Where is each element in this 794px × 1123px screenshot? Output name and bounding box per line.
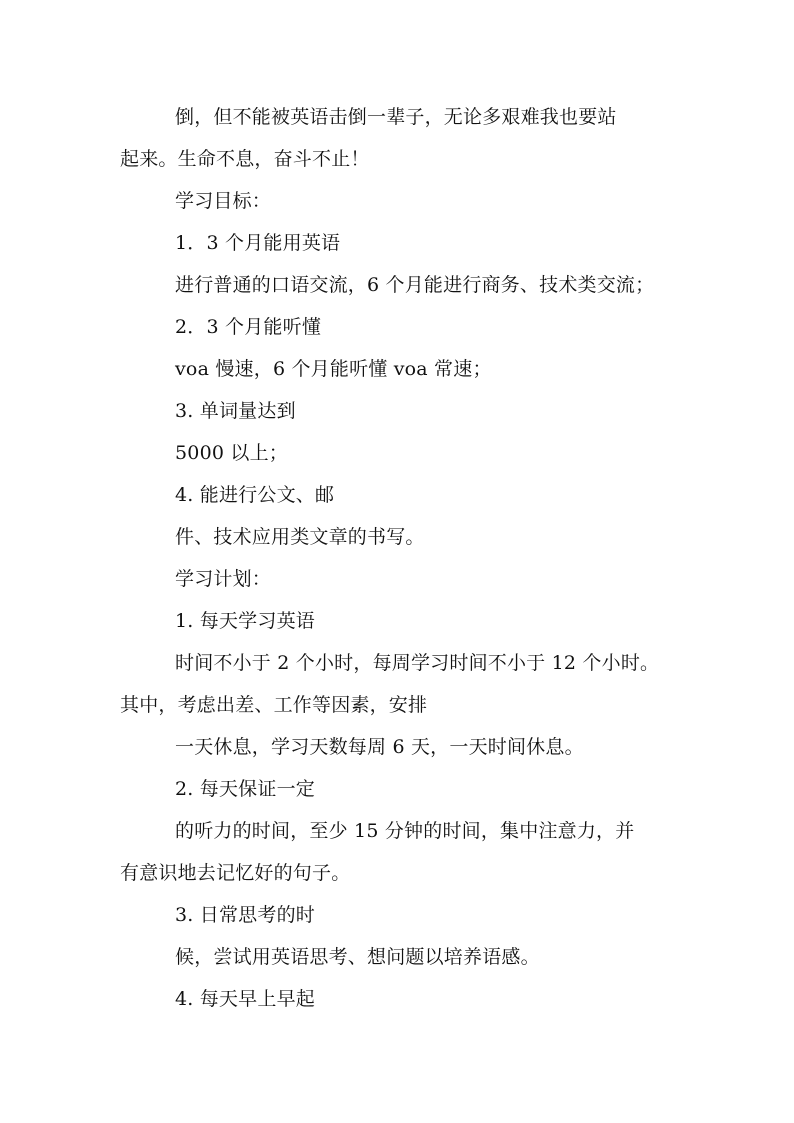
list-item: 3. 单词量达到 (175, 400, 296, 422)
section-heading: 学习计划： (175, 568, 272, 590)
paragraph-line: 有意识地去记忆好的句子。 (120, 862, 351, 884)
paragraph-line: 其中，考虑出差、工作等因素，安排 (120, 694, 428, 716)
list-item: 2. 每天保证一定 (175, 778, 315, 800)
paragraph-line: 倒，但不能被英语击倒一辈子，无论多艰难我也要站 (175, 106, 617, 128)
paragraph-line: voa 慢速，6 个月能听懂 voa 常速； (175, 358, 492, 380)
paragraph-line: 时间不小于 2 个小时，每周学习时间不小于 12 个小时。 (175, 652, 660, 674)
list-item: 3. 日常思考的时 (175, 904, 315, 926)
paragraph-line: 的听力的时间，至少 15 分钟的时间，集中注意力，并 (175, 820, 635, 842)
paragraph-line: 进行普通的口语交流，6 个月能进行商务、技术类交流； (175, 274, 655, 296)
paragraph-line: 候，尝试用英语思考、想问题以培养语感。 (175, 946, 540, 968)
paragraph-line: 件、技术应用类文章的书写。 (175, 526, 425, 548)
list-item: 1．3 个月能用英语 (175, 232, 341, 254)
paragraph-line: 一天休息，学习天数每周 6 天，一天时间休息。 (175, 736, 584, 758)
list-item: 4. 每天早上早起 (175, 988, 315, 1010)
list-item: 1. 每天学习英语 (175, 610, 315, 632)
paragraph-line: 起来。生命不息，奋斗不止！ (120, 148, 370, 170)
list-item: 4. 能进行公文、邮 (175, 484, 335, 506)
list-item: 2．3 个月能听懂 (175, 316, 322, 338)
paragraph-line: 5000 以上； (175, 442, 288, 464)
section-heading: 学习目标： (175, 190, 272, 212)
